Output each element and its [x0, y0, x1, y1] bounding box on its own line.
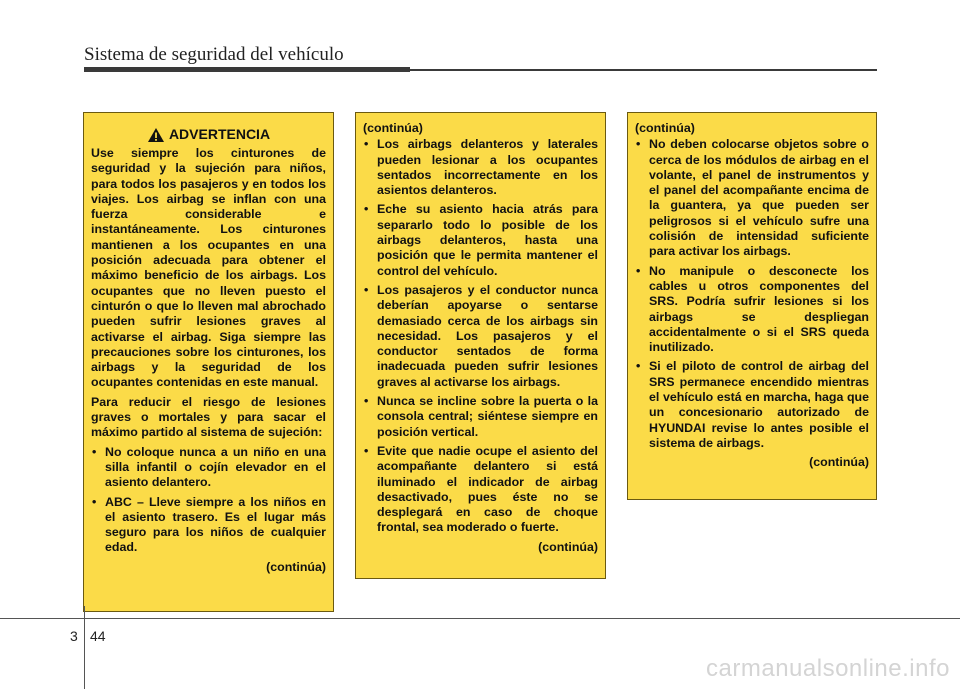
continued-label: (continúa) [266, 559, 326, 574]
bullet-item: • Nunca se incline sobre la puerta o la consola central; siéntese siempre en posición vertical. [363, 394, 598, 440]
warning-heading [91, 127, 326, 143]
bullet-item: • Los airbags delanteros y laterales pueden lesionar a los ocupantes sentados incorrectamente en los asientos delanteros. [363, 137, 598, 198]
warning-panel-continued [627, 112, 877, 500]
section-number: 3 [70, 628, 78, 644]
bullet-item: • No manipule o desconecte los cables u otros componentes del SRS. Podría sufrir lesiones si los airbags se despliegan accidentalmente o si el SRS queda inutilizado. [635, 264, 869, 356]
bullet-item: • No deben colocarse objetos sobre o cerca de los módulos de airbag en el volante, el panel de instrumentos y el panel del acompañante encima de la guantera, ya que pueden ser peligrosos si el vehículo sufre una colisión de intensidad suficiente para activar los airbags. [635, 137, 869, 259]
bullet-item: • Si el piloto de control de airbag del SRS permanece encendido mientras el vehículo está en marcha, haga que un concesionario autorizado de HYUNDAI revise lo antes posible el sistema de airbags. [635, 359, 869, 451]
warning-title: ADVERTENCIA [168, 126, 271, 143]
warning-paragraph: Use siempre los cinturones de seguridad y la sujeción para niños, para todos los pasajeros y en todos los viajes. Los airbag se inflan con una fuerza considerable e instantáneamente. Los cinturones mantienen a los ocupantes en una posición adecuada para obtener el máximo beneficio de los airbags. Los ocupantes que no lleven puesto el cinturón o que lo lleven mal abrochado pueden sufrir lesiones graves al activarse el airbag. Siga siempre las precauciones sobre los cinturones, los airbags y la seguridad de los ocupantes contenidas en este manual. [91, 146, 326, 390]
page-number: 44 [90, 628, 106, 644]
bullet-item: • No coloque nunca a un niño en una silla infantil o cojín elevador en el asiento delantero. [91, 445, 326, 491]
continued-top-label: (continúa) [363, 121, 423, 135]
footer-horizontal-rule [0, 618, 960, 619]
warning-panel [83, 112, 334, 612]
continued-top-label: (continúa) [635, 121, 695, 135]
header-thick-rule [84, 67, 410, 72]
watermark: carmanualsonline.info [706, 655, 950, 682]
warning-triangle-icon [147, 127, 165, 143]
continued-label: (continúa) [538, 539, 598, 554]
bullet-item: • Evite que nadie ocupe el asiento del acompañante delantero si está iluminado el indicador de airbag desactivado, pues éste no se desplegará en caso de choque frontal, sea moderado o fuerte. [363, 444, 598, 536]
bullet-item: • Eche su asiento hacia atrás para separarlo todo lo posible de los airbags delanteros, hasta una posición que le permita mantener el control del vehículo. [363, 202, 598, 278]
bullet-item: • Los pasajeros y el conductor nunca deberían apoyarse o sentarse demasiado cerca de los airbags sin necesidad. Los pasajeros y el conductor sentados de forma inadecuada pueden sufrir lesiones graves al activarse los airbags. [363, 283, 598, 390]
warning-paragraph: Para reducir el riesgo de lesiones graves o mortales y para sacar el máximo partido al sistema de sujeción: [91, 394, 326, 440]
bullet-item: • ABC – Lleve siempre a los niños en el asiento trasero. Es el lugar más seguro para los niños de cualquier edad. [91, 495, 326, 556]
continued-label: (continúa) [809, 455, 869, 470]
page-header-title: Sistema de seguridad del vehículo [84, 44, 344, 65]
header-thin-rule [410, 69, 877, 71]
warning-panel-continued [355, 112, 606, 579]
